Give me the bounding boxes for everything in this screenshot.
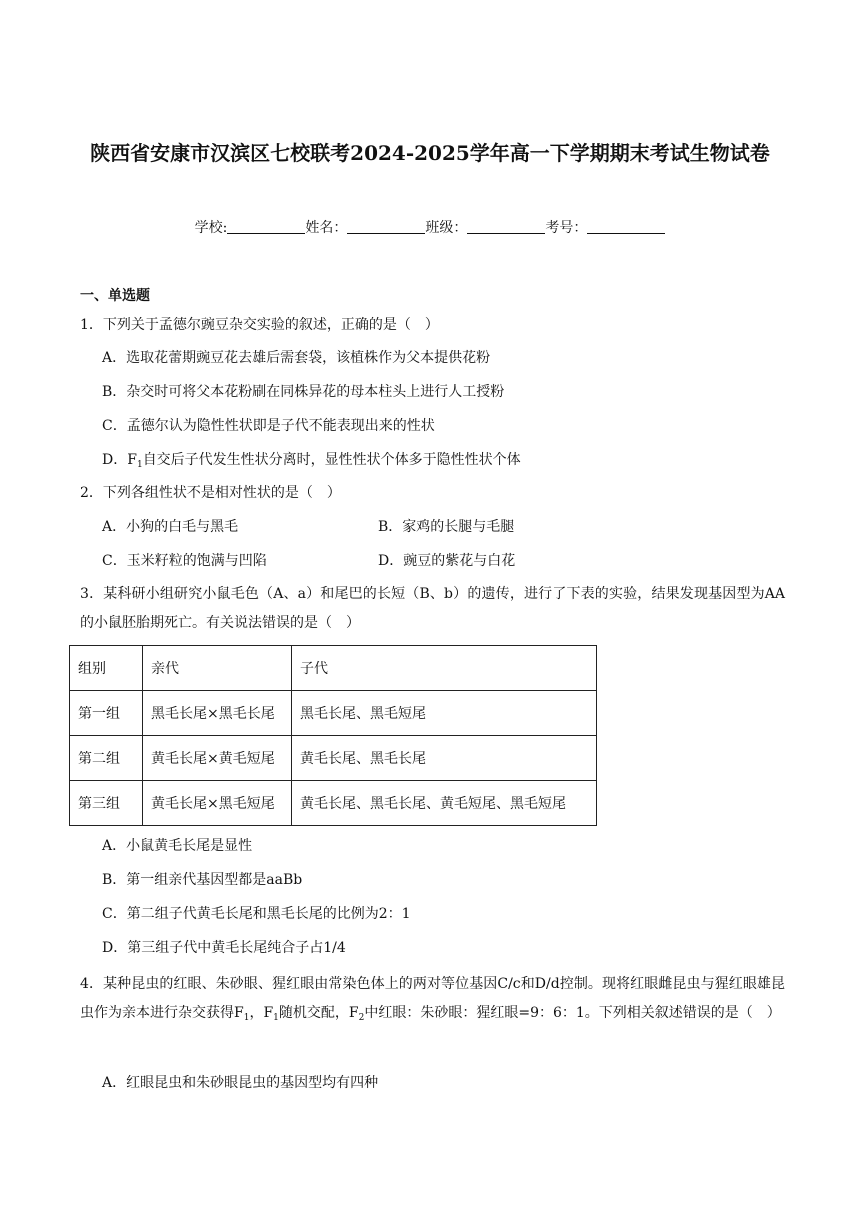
subscript: 1 — [273, 1013, 279, 1023]
exam-number-label: 考号： — [545, 220, 588, 236]
table-row — [70, 736, 597, 781]
question-4-option-a: A．红眼昆虫和朱砂眼昆虫的基因型均有四种 — [102, 1075, 379, 1091]
table-cell: 黑毛长尾、黑毛短尾 — [292, 691, 597, 736]
question-3-option-d: D．第三组子代中黄毛长尾纯合子占1/4 — [102, 940, 346, 956]
question-3-option-a: A．小鼠黄毛长尾是显性 — [102, 838, 253, 854]
question-3-option-b: B．第一组亲代基因型都是aaBb — [102, 872, 303, 888]
table-cell: 黄毛长尾、黑毛长尾 — [292, 736, 597, 781]
question-2-option-c: C．玉米籽粒的饱满与凹陷 — [102, 553, 267, 569]
question-4-stem-part: ，F — [249, 1005, 274, 1021]
question-4-stem-part: 4．某种昆虫的红眼、朱砂眼、猩红眼由常染色体上的两对等位基因C/c和D/d控制。现将红眼雌昆虫与猩红眼雄昆虫作为亲本进行杂交获得F — [80, 976, 785, 1021]
table-header-cell: 子代 — [292, 646, 597, 691]
question-1-option-c: C．孟德尔认为隐性性状即是子代不能表现出来的性状 — [102, 418, 435, 434]
question-4-stem-part: 中红眼：朱砂眼：猩红眼=9：6：1。下列相关叙述错误的是（ ） — [364, 1005, 781, 1021]
class-label: 班级： — [425, 220, 468, 236]
class-blank — [467, 219, 545, 234]
table-header-row — [70, 646, 597, 691]
experiment-table — [69, 645, 597, 826]
question-3-stem: 3．某科研小组研究小鼠毛色（A、a）和尾巴的长短（B、b）的遗传，进行了下表的实验，结果发现基因型为AA的小鼠胚胎期死亡。有关说法错误的是（ ） — [80, 586, 785, 631]
question-1-stem: 1．下列关于孟德尔豌豆杂交实验的叙述，正确的是（ ） — [80, 317, 439, 333]
table-header-cell: 亲代 — [143, 646, 292, 691]
question-1-option-d — [102, 448, 521, 472]
question-1-option-d-prefix: D．F — [102, 452, 137, 468]
question-1-option-a: A．选取花蕾期豌豆花去雄后需套袋，该植株作为父本提供花粉 — [102, 350, 491, 366]
table-header-cell: 组别 — [70, 646, 143, 691]
table-cell: 第二组 — [70, 736, 143, 781]
table-cell: 第一组 — [70, 691, 143, 736]
question-2-option-d: D．豌豆的紫花与白花 — [378, 553, 516, 569]
question-1-option-b: B．杂交时可将父本花粉刷在同株异花的母本柱头上进行人工授粉 — [102, 384, 505, 400]
page-title: 陕西省安康市汉滨区七校联考2024-2025学年高一下学期期末考试生物试卷 — [90, 141, 770, 165]
name-label: 姓名： — [305, 220, 348, 236]
section-heading: 一、单选题 — [80, 288, 150, 304]
school-label: 学校: — [194, 220, 228, 236]
table-row — [70, 781, 597, 826]
question-2-option-b: B．家鸡的长腿与毛腿 — [378, 519, 515, 535]
question-1-option-d-text: 自交后子代发生性状分离时，显性性状个体多于隐性性状个体 — [142, 452, 521, 468]
question-4-stem — [80, 970, 785, 1028]
table-cell: 黄毛长尾×黄毛短尾 — [143, 736, 292, 781]
table-cell: 第三组 — [70, 781, 143, 826]
subscript: 2 — [358, 1013, 365, 1023]
question-2-option-a: A．小狗的白毛与黑毛 — [102, 519, 239, 535]
question-3-option-c: C．第二组子代黄毛长尾和黑毛长尾的比例为2：1 — [102, 906, 411, 922]
subscript: 1 — [136, 460, 143, 470]
subscript: 1 — [243, 1013, 250, 1023]
name-blank — [347, 219, 425, 234]
table-row — [70, 691, 597, 736]
table-cell: 黄毛长尾×黑毛短尾 — [143, 781, 292, 826]
question-2-stem: 2．下列各组性状不是相对性状的是（ ） — [80, 485, 341, 501]
table-cell: 黑毛长尾×黑毛长尾 — [143, 691, 292, 736]
question-4-stem-part: 随机交配，F — [278, 1005, 359, 1021]
exam-number-blank — [587, 219, 665, 234]
table-cell: 黄毛长尾、黑毛长尾、黄毛短尾、黑毛短尾 — [292, 781, 597, 826]
student-info-line — [0, 218, 860, 238]
school-blank — [227, 219, 305, 234]
